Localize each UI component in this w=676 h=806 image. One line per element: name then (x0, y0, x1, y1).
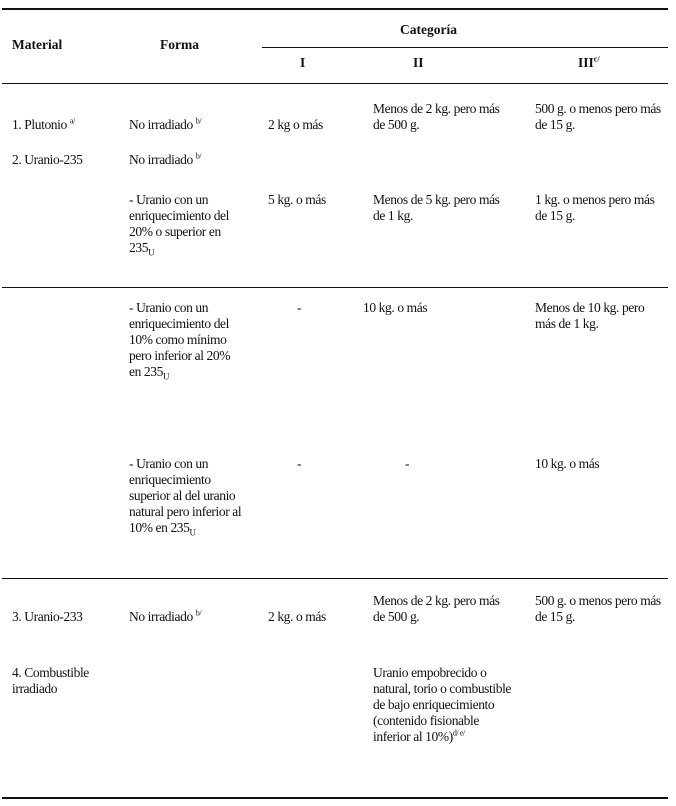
uranio235-sub1-forma: - Uranio con un enriquecimiento del 20% o superior en $235_U$ (129, 192, 229, 258)
plutonio-cat-III: 500 g. o menos pero más de 15 g. (535, 101, 661, 132)
header-categoria: Categoría (400, 22, 457, 37)
uranio235-sub1-cat-II: Menos de 5 kg. pero más de 1 kg. (373, 192, 500, 223)
plutonio-cat-I: 2 kg o más (268, 117, 323, 132)
combustible-cat-II: Uranio empobrecido o natural, torio o combustible de bajo enriquecimiento (contenido fisionable inferior al 10%)$^{d/ e/}$ (373, 665, 512, 744)
categoria-rule (262, 47, 668, 48)
header-bottom-rule (2, 83, 668, 84)
uranio235-sub2-cat-III: Menos de 10 kg. pero más de 1 kg. (535, 300, 645, 331)
uranio233-forma: No irradiado $^{b/}$ (129, 608, 202, 624)
uranio233-cat-III: 500 g. o menos pero más de 15 g. (535, 593, 661, 624)
uranio233-cat-I: 2 kg. o más (268, 609, 326, 624)
header-cat-II: II (413, 55, 424, 70)
plutonio-cat-II: Menos de 2 kg. pero más de 500 g. (373, 101, 500, 132)
uranio235-sub1-cat-I: 5 kg. o más (268, 192, 326, 207)
uranio235-forma: No irradiado $^{b/}$ (129, 151, 202, 167)
uranio235-sub2-forma: - Uranio con un enriquecimiento del 10% como mínimo pero inferior al 20% en $235_U$ (129, 300, 231, 382)
uranio233-cat-II: Menos de 2 kg. pero más de 500 g. (373, 593, 500, 624)
uranio235-sub3-cat-II: - (405, 456, 410, 471)
uranio235-sub3-cat-III: 10 kg. o más (535, 456, 600, 471)
uranio235-material: 2. Uranio-235 (12, 152, 83, 167)
row-divider-1 (2, 287, 668, 288)
uranio235-sub2-cat-II: 10 kg. o más (363, 300, 428, 315)
plutonio-forma: No irradiado $^{b/}$ (129, 116, 202, 132)
row-divider-2 (2, 578, 668, 579)
header-forma: Forma (160, 37, 199, 52)
uranio235-sub2-cat-I: - (297, 300, 302, 315)
plutonio-material: 1. Plutonio $^{a/}$ (12, 116, 75, 132)
uranio235-sub3-cat-I: - (297, 456, 302, 471)
uranio233-material: 3. Uranio-233 (12, 609, 83, 624)
header-material: Material (12, 37, 63, 52)
uranio235-sub1-cat-III: 1 kg. o menos pero más de 15 g. (535, 192, 655, 223)
header-cat-III: $III^{c/}$ (578, 54, 600, 70)
top-rule (2, 8, 668, 10)
header-cat-I: I (300, 55, 306, 70)
uranio235-sub3-forma: - Uranio con un enriquecimiento superior al del uranio natural pero inferior al 10% en $235_U$ (129, 456, 242, 538)
combustible-material: 4. Combustible irradiado (12, 665, 89, 696)
bottom-rule (2, 797, 668, 799)
